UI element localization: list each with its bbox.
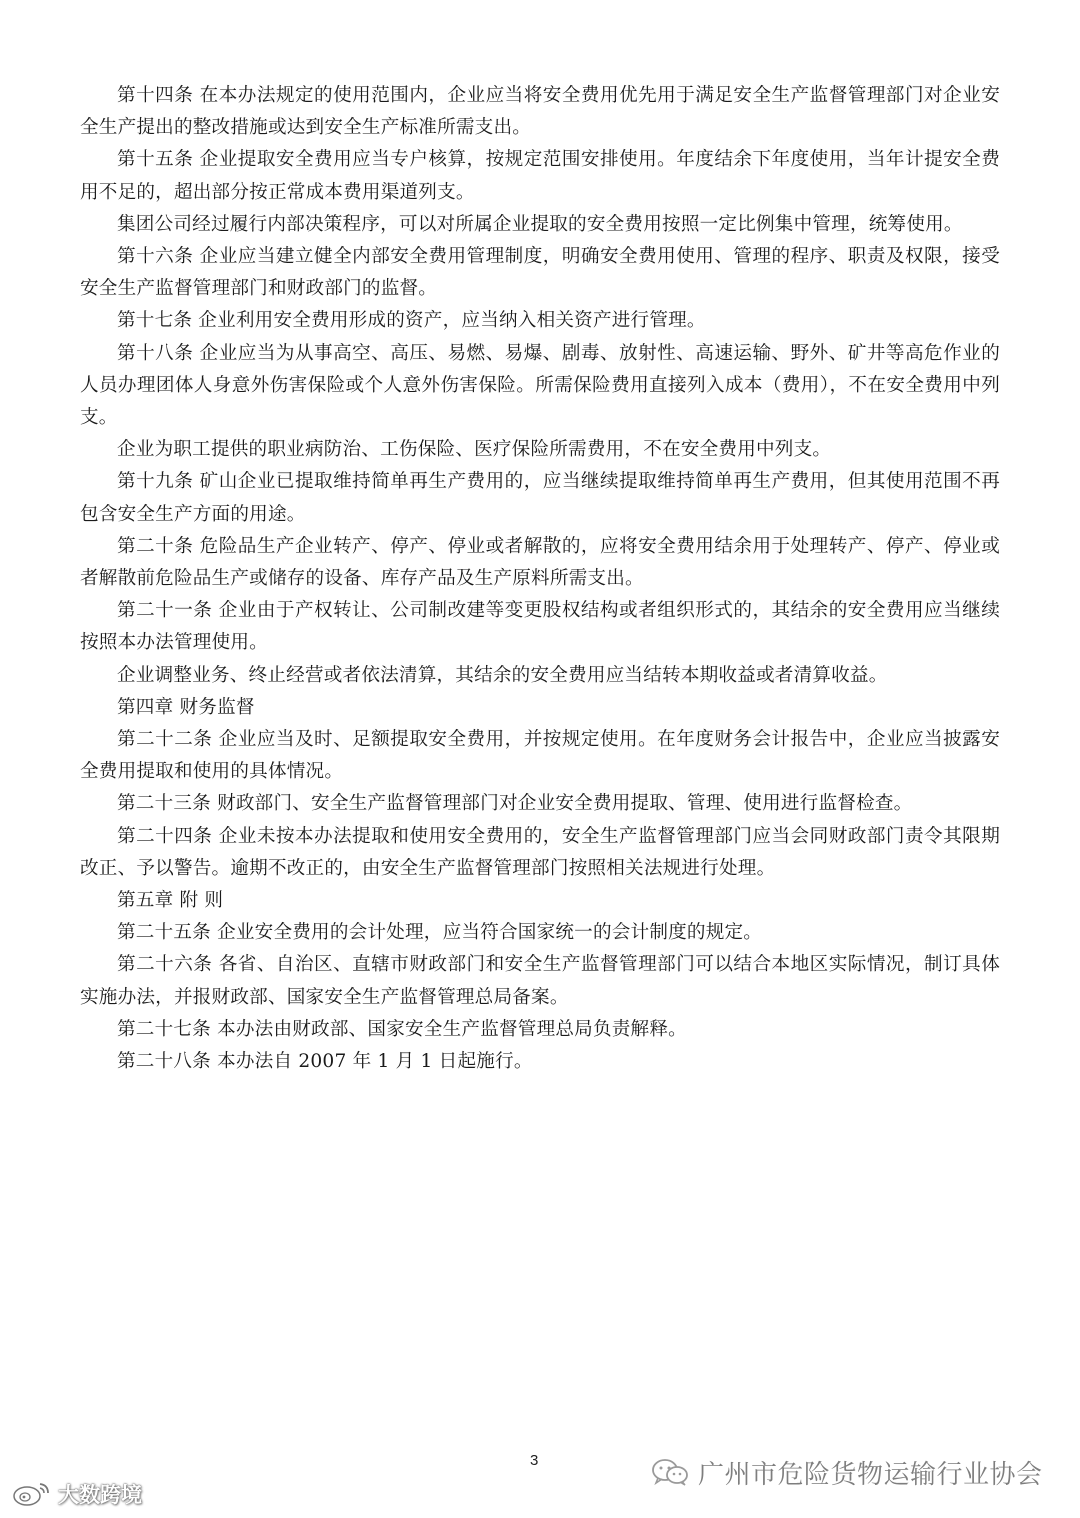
paragraph-group-company: 集团公司经过履行内部决策程序，可以对所属企业提取的安全费用按照一定比例集中管理，统筹使用。	[117, 213, 963, 235]
paragraph-article-14: 第十四条 在本办法规定的使用范围内，企业应当将安全费用优先用于满足安全生产监督管理部门对企业安全生产提出的整改措施或达到安全生产标准所需支出。	[80, 85, 1000, 139]
paragraph-article-23: 第二十三条 财政部门、安全生产监督管理部门对企业安全费用提取、管理、使用进行监督检查。	[117, 793, 913, 815]
paragraph-business-adjustment: 企业调整业务、终止经营或者依法清算，其结余的安全费用应当结转本期收益或者清算收益。	[117, 664, 888, 686]
paragraph-article-21: 第二十一条 企业由于产权转让、公司制改建等变更股权结构或者组织形式的，其结余的安全费用应当继续按照本办法管理使用。	[80, 600, 1000, 654]
weibo-platform-name: 大数跨境	[58, 1483, 142, 1507]
weibo-icon	[10, 1480, 54, 1508]
paragraph-article-18: 第十八条 企业应当为从事高空、高压、易燃、易爆、剧毒、放射性、高速运输、野外、矿井等高危作业的人员办理团体人身意外伤害保险或个人意外伤害保险。所需保险费用直接列入成本（费用），不在安全费用中列支。	[80, 342, 1000, 429]
paragraph-article-25: 第二十五条 企业安全费用的会计处理，应当符合国家统一的会计制度的规定。	[117, 922, 763, 944]
paragraph-article-15: 第十五条 企业提取安全费用应当专户核算，按规定范围安排使用。年度结余下年度使用，当年计提安全费用不足的，超出部分按正常成本费用渠道列支。	[80, 149, 1000, 203]
weibo-platform-watermark	[10, 1478, 142, 1510]
wechat-account-watermark	[650, 1452, 1043, 1492]
paragraph-article-28: 第二十八条 本办法自 2007 年 1 月 1 日起施行。	[117, 1051, 533, 1073]
paragraph-article-19: 第十九条 矿山企业已提取维持简单再生产费用的，应当继续提取维持简单再生产费用，但其使用范围不再包含安全生产方面的用途。	[80, 471, 1000, 525]
document-body	[80, 80, 1000, 1078]
chapter-heading-4: 第四章 财务监督	[117, 696, 255, 718]
paragraph-article-26: 第二十六条 各省、自治区、直辖市财政部门和安全生产监督管理部门可以结合本地区实际情况，制订具体实施办法，并报财政部、国家安全生产监督管理总局备案。	[80, 954, 1000, 1008]
paragraph-article-27: 第二十七条 本办法由财政部、国家安全生产监督管理总局负责解释。	[117, 1018, 687, 1040]
paragraph-article-16: 第十六条 企业应当建立健全内部安全费用管理制度，明确安全费用使用、管理的程序、职责及权限，接受安全生产监督管理部门和财政部门的监督。	[80, 246, 1000, 300]
paragraph-occupational-costs: 企业为职工提供的职业病防治、工伤保险、医疗保险所需费用，不在安全费用中列支。	[117, 439, 832, 461]
paragraph-article-17: 第十七条 企业利用安全费用形成的资产，应当纳入相关资产进行管理。	[117, 310, 706, 332]
page-number: 3	[530, 1452, 539, 1469]
wechat-icon	[650, 1457, 690, 1487]
chapter-heading-5: 第五章 附 则	[117, 890, 224, 912]
paragraph-article-22: 第二十二条 企业应当及时、足额提取安全费用，并按规定使用。在年度财务会计报告中，企业应当披露安全费用提取和使用的具体情况。	[80, 729, 1000, 783]
paragraph-article-20: 第二十条 危险品生产企业转产、停产、停业或者解散的，应将安全费用结余用于处理转产、停产、停业或者解散前危险品生产或储存的设备、库存产品及生产原料所需支出。	[80, 535, 1000, 590]
wechat-account-name: 广州市危险货物运输行业协会	[698, 1459, 1043, 1490]
paragraph-article-24: 第二十四条 企业未按本办法提取和使用安全费用的，安全生产监督管理部门应当会同财政部门责令其限期改正、予以警告。逾期不改正的，由安全生产监督管理部门按照相关法规进行处理。	[80, 825, 1000, 879]
